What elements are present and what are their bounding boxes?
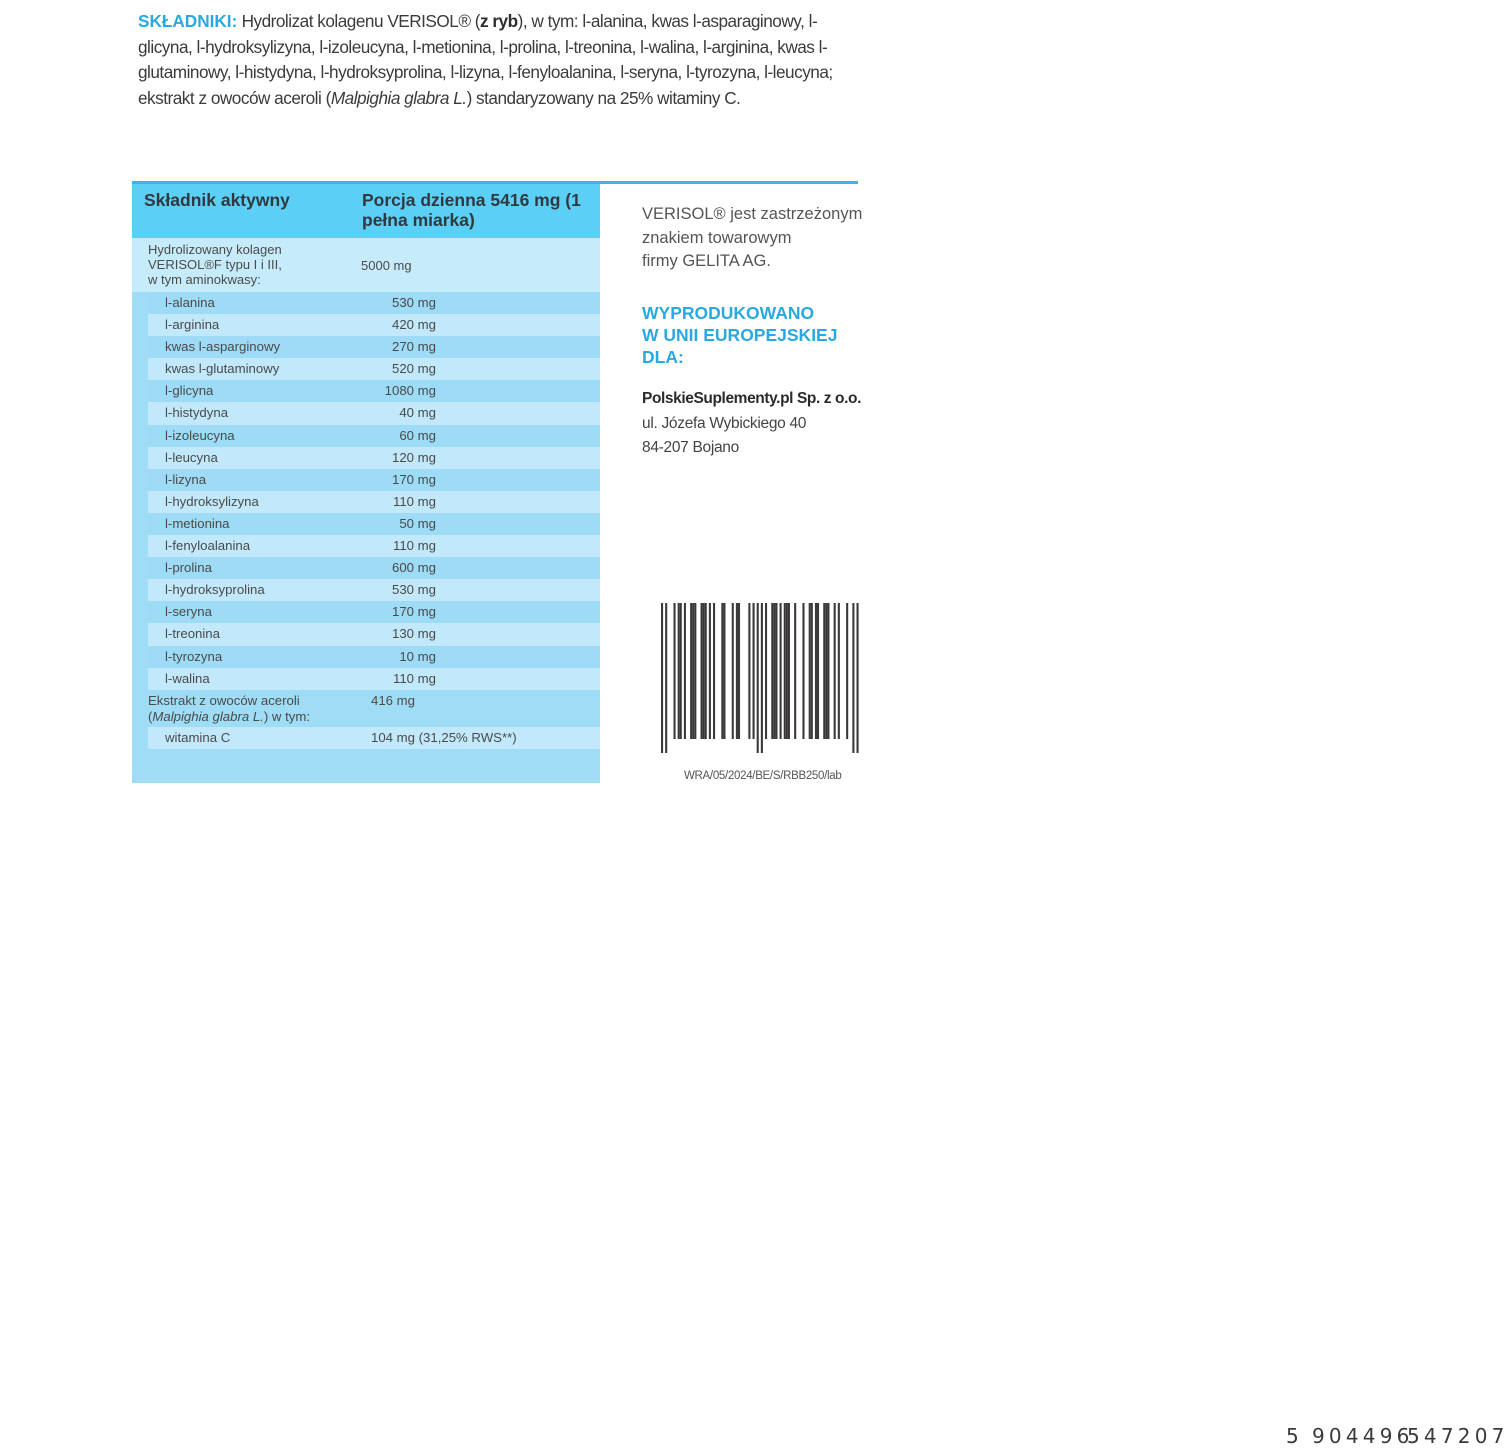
table-row — [148, 557, 600, 579]
barcode-icon — [640, 603, 862, 763]
amino-acid-name: l-hydroksyprolina — [165, 582, 265, 598]
ingredients-label: SKŁADNIKI: — [138, 11, 238, 31]
made-in-line3: DLA: — [642, 347, 684, 367]
amino-acid-value: 60 mg — [399, 427, 436, 443]
table-row-vitamin-c — [148, 727, 600, 749]
table-row — [148, 579, 600, 601]
header-daily-portion: Porcja dzienna 5416 mg (1 pełna miarka) — [362, 190, 581, 230]
amino-acid-value: 40 mg — [399, 405, 436, 421]
amino-acid-value: 120 mg — [392, 449, 436, 465]
amino-acid-name: l-glicyna — [165, 383, 214, 399]
company-name: PolskieSuplementy.pl Sp. z o.o. — [642, 390, 861, 407]
amino-acid-value: 170 mg — [392, 604, 436, 620]
amino-acid-value: 420 mg — [392, 317, 436, 333]
vitamin-c-value: 104 mg (31,25% RWS**) — [371, 730, 517, 745]
table-row — [148, 447, 600, 469]
company-city: 84-207 Bojano — [642, 439, 739, 456]
company-address — [642, 387, 892, 461]
collagen-name-line2: VERISOL®F typu I i III, — [148, 257, 282, 272]
amino-acid-name: l-walina — [165, 670, 210, 686]
table-row — [148, 513, 600, 535]
amino-acid-name: l-leucyna — [165, 449, 218, 465]
table-row — [148, 623, 600, 645]
table-row — [148, 535, 600, 557]
amino-acid-name: l-izoleucyna — [165, 427, 235, 443]
amino-acid-value: 270 mg — [392, 339, 436, 355]
barcode-right-digits: 547207 — [1407, 1424, 1509, 1448]
table-header — [132, 184, 600, 238]
acerola-name-line2: (Malpighia glabra L.) w tym: — [148, 709, 311, 724]
amino-acid-value: 10 mg — [399, 648, 436, 664]
acerola-value: 416 mg — [371, 693, 415, 708]
amino-acid-value: 600 mg — [392, 560, 436, 576]
amino-acid-name: l-metionina — [165, 515, 230, 531]
amino-acid-value: 130 mg — [392, 626, 436, 642]
collagen-value: 5000 mg — [361, 258, 412, 273]
amino-acid-value: 110 mg — [392, 670, 436, 686]
amino-acid-name: l-seryna — [165, 604, 212, 620]
trademark-line1: VERISOL® jest zastrzeżonym — [642, 205, 863, 223]
amino-acid-value: 170 mg — [392, 471, 436, 487]
table-row-collagen — [132, 238, 600, 292]
acerola-suffix: w tym: — [268, 709, 311, 724]
acerola-name-line1: Ekstrakt z owoców aceroli — [148, 693, 300, 708]
table-row — [148, 292, 600, 314]
amino-acid-name: kwas l-glutaminowy — [165, 361, 280, 377]
collagen-name — [148, 242, 348, 287]
ingredients-text-2: ), w tym: l-alanina, kwas l-asparaginowy, l-glicyna, l-hydroksylizyna, l-izoleucyna, l-metionina, l-prolina, l-treonina, l-walina, l-arginina, kwas l-glutaminowy, l-histydyna, l-hydroksyprolina, l-lizyna, l-fenyloalanina, l-seryna, l-tyrozyna, l-leucyna; ekstrakt z owoców aceroli ( — [138, 11, 833, 108]
lot-code: WRA/05/2024/BE/S/RBB250/lab — [684, 770, 842, 782]
company-street: ul. Józefa Wybickiego 40 — [642, 414, 807, 432]
vitamin-c-name: witamina C — [165, 730, 231, 745]
amino-acid-value: 520 mg — [392, 361, 436, 377]
amino-acid-name: l-alanina — [165, 295, 215, 310]
ingredients-text-3: ) standaryzowany na 25% witaminy C. — [466, 87, 741, 108]
made-in-line1: WYPRODUKOWANO — [642, 303, 815, 323]
amino-acid-value: 530 mg — [392, 295, 436, 310]
amino-acid-value: 50 mg — [399, 515, 436, 531]
amino-acid-name: l-lizyna — [165, 471, 207, 487]
trademark-notice — [642, 203, 892, 274]
amino-acid-name: kwas l-asparginowy — [165, 339, 281, 355]
collagen-name-line3: w tym aminokwasy: — [148, 272, 261, 287]
barcode-left-digits: 904496 — [1312, 1424, 1414, 1448]
ingredients-text-1: Hydrolizat kolagenu VERISOL® ( — [237, 11, 480, 31]
amino-acid-name: l-hydroksylizyna — [165, 493, 259, 509]
ingredients-latin-name: Malpighia glabra L. — [330, 87, 467, 108]
acerola-name — [148, 693, 310, 725]
amino-acid-name: l-prolina — [165, 560, 212, 576]
amino-acid-value: 110 mg — [392, 538, 436, 554]
table-row — [148, 469, 600, 491]
barcode-first-digit: 5 — [1286, 1424, 1299, 1448]
trademark-line2: znakiem towarowym — [642, 228, 792, 247]
amino-acid-value: 1080 mg — [384, 383, 436, 399]
made-in-heading — [642, 302, 892, 368]
amino-acid-name: l-arginina — [165, 317, 220, 333]
table-row — [148, 402, 600, 424]
collagen-name-line1: Hydrolizowany kolagen — [148, 242, 282, 257]
table-row — [148, 601, 600, 623]
trademark-line3: firmy GELITA AG. — [642, 252, 771, 270]
table-row — [148, 358, 600, 380]
amino-acid-value: 530 mg — [392, 582, 436, 598]
table-row — [148, 491, 600, 513]
table-row — [148, 425, 600, 447]
amino-acid-name: l-fenyloalanina — [165, 538, 251, 554]
made-in-line2: W UNII EUROPEJSKIEJ — [642, 325, 838, 345]
amino-acid-name: l-histydyna — [165, 405, 229, 421]
amino-acid-name: l-treonina — [165, 626, 220, 642]
amino-acid-list — [148, 292, 600, 690]
table-row — [148, 380, 600, 402]
table-row — [148, 668, 600, 690]
table-row — [148, 336, 600, 358]
ingredients-source: z ryb — [480, 11, 518, 31]
amino-acid-name: l-tyrozyna — [165, 648, 223, 664]
table-row — [148, 646, 600, 668]
table-row — [148, 314, 600, 336]
nutrition-table — [132, 184, 600, 783]
ingredients-paragraph — [138, 9, 858, 111]
table-row-acerola — [132, 690, 600, 727]
amino-acid-value: 110 mg — [392, 493, 436, 509]
acerola-latin-name: Malpighia glabra L. — [152, 709, 264, 724]
header-active-ingredient: Składnik aktywny — [144, 190, 290, 210]
